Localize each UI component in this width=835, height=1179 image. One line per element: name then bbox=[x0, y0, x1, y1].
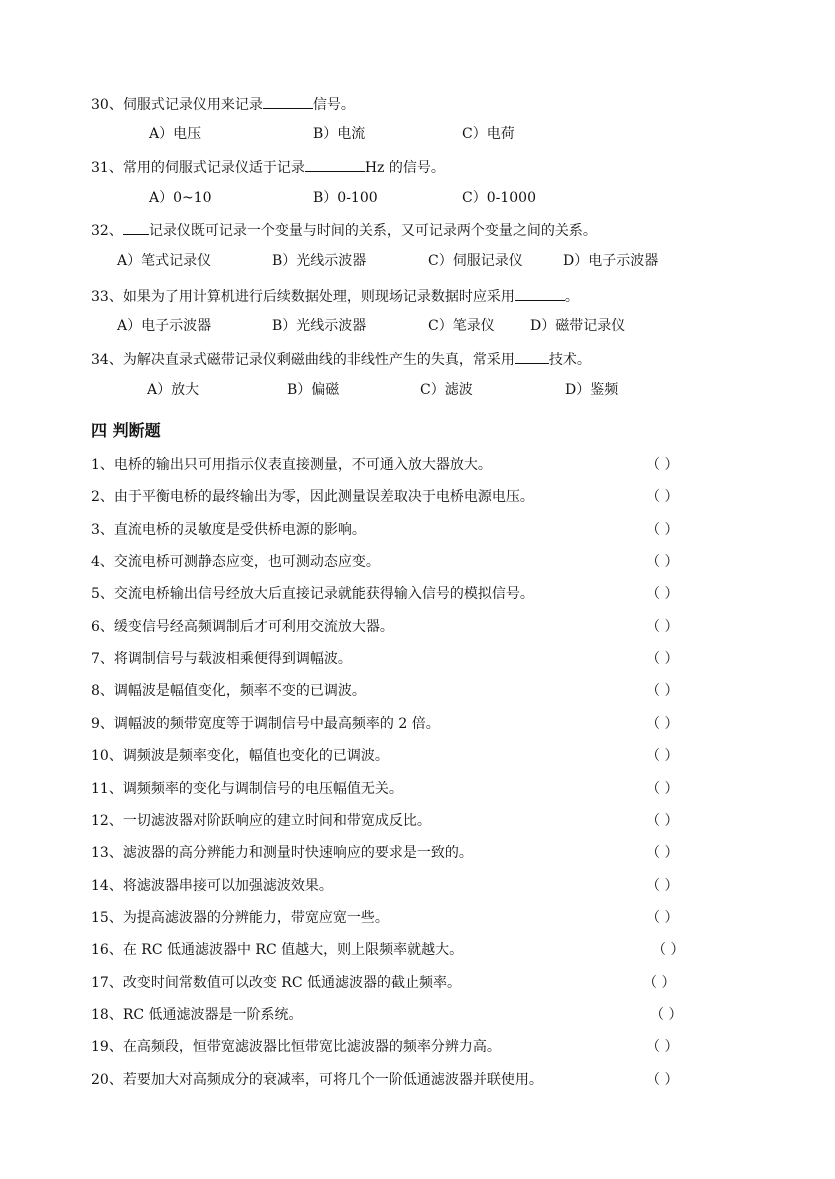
answer-parentheses: （ ） bbox=[646, 457, 679, 473]
question-number: 31、 bbox=[91, 160, 123, 176]
answer-blank bbox=[305, 156, 365, 172]
judge-item-7 bbox=[91, 649, 352, 669]
answer-parentheses: （ ） bbox=[646, 813, 679, 829]
item-text: 若要加大对高频成分的衰减率，可将几个一阶低通滤波器并联使用。 bbox=[122, 1072, 543, 1088]
item-text: 将滤波器串接可以加强滤波效果。 bbox=[122, 878, 333, 894]
item-text: 交流电桥可测静态应变，也可测动态应变。 bbox=[113, 554, 380, 570]
item-number: 3、 bbox=[91, 522, 114, 538]
item-text: 调频波是频率变化，幅值也变化的已调波。 bbox=[122, 748, 389, 764]
judge-item-8 bbox=[91, 681, 366, 701]
item-text: 改变时间常数值可以改变 RC 低通滤波器的截止频率。 bbox=[122, 975, 461, 991]
answer-parentheses: （ ） bbox=[646, 489, 679, 505]
item-number: 12、 bbox=[91, 813, 123, 829]
answer-parentheses: （ ） bbox=[646, 1072, 679, 1088]
question-34 bbox=[91, 348, 591, 370]
item-number: 8、 bbox=[91, 683, 114, 699]
section-title: 四 判断题 bbox=[91, 421, 161, 440]
answer-parentheses: （ ） bbox=[650, 1007, 683, 1023]
answer-parentheses: （ ） bbox=[646, 586, 679, 602]
item-number: 11、 bbox=[91, 781, 123, 797]
question-31 bbox=[91, 156, 445, 178]
judge-item-11 bbox=[91, 779, 403, 799]
answer-blank bbox=[123, 219, 149, 235]
question-text-end: 记录仪既可记录一个变量与时间的关系，又可记录两个变量之间的关系。 bbox=[148, 223, 597, 239]
judge-item-16 bbox=[91, 940, 463, 960]
answer-parentheses: （ ） bbox=[646, 619, 679, 635]
answer-parentheses: （ ） bbox=[646, 554, 679, 570]
answer-blank bbox=[515, 285, 565, 301]
answer-parentheses: （ ） bbox=[646, 716, 679, 732]
item-text: 电桥的输出只可用指示仪表直接测量，不可通入放大器放大。 bbox=[113, 457, 492, 473]
item-number: 15、 bbox=[91, 910, 123, 926]
judge-item-3 bbox=[91, 520, 366, 540]
option-b: B）0-100 bbox=[313, 190, 378, 206]
option-a: A）0~10 bbox=[149, 190, 212, 206]
item-number: 16、 bbox=[91, 942, 123, 958]
item-number: 19、 bbox=[91, 1039, 123, 1055]
question-text-end: 技术。 bbox=[548, 352, 591, 368]
option-c: C）伺服记录仪 bbox=[428, 253, 523, 269]
item-number: 1、 bbox=[91, 457, 114, 473]
question-number: 33、 bbox=[91, 289, 123, 305]
option-b: B）电流 bbox=[313, 126, 366, 142]
option-c: C）滤波 bbox=[420, 382, 473, 398]
item-text: 滤波器的高分辨能力和测量时快速响应的要求是一致的。 bbox=[122, 845, 473, 861]
question-text-end: Hz 的信号。 bbox=[364, 160, 445, 176]
answer-parentheses: （ ） bbox=[646, 1039, 679, 1055]
item-number: 6、 bbox=[91, 619, 114, 635]
option-c: C）电荷 bbox=[462, 126, 515, 142]
option-d: D）鉴频 bbox=[565, 382, 619, 398]
judge-item-19 bbox=[91, 1037, 501, 1057]
answer-parentheses: （ ） bbox=[646, 878, 679, 894]
item-number: 18、 bbox=[91, 1007, 123, 1023]
question-number: 34、 bbox=[91, 352, 123, 368]
judge-item-9 bbox=[91, 714, 440, 734]
item-number: 20、 bbox=[91, 1072, 123, 1088]
judge-item-20 bbox=[91, 1070, 543, 1090]
question-text-end: 信号。 bbox=[312, 97, 355, 113]
option-a: A）放大 bbox=[147, 382, 200, 398]
judge-item-10 bbox=[91, 746, 389, 766]
judge-item-5 bbox=[91, 584, 534, 604]
question-text: 伺服式记录仪用来记录 bbox=[122, 97, 263, 113]
answer-parentheses: （ ） bbox=[646, 845, 679, 861]
item-number: 9、 bbox=[91, 716, 114, 732]
answer-blank bbox=[263, 93, 313, 109]
item-number: 17、 bbox=[91, 975, 123, 991]
item-text: 为提高滤波器的分辨能力，带宽应宽一些。 bbox=[122, 910, 389, 926]
question-text: 如果为了用计算机进行后续数据处理，则现场记录数据时应采用 bbox=[122, 289, 515, 305]
judge-item-1 bbox=[91, 455, 492, 475]
answer-parentheses: （ ） bbox=[646, 781, 679, 797]
item-text: 交流电桥输出信号经放大后直接记录就能获得输入信号的模拟信号。 bbox=[113, 586, 534, 602]
judge-item-4 bbox=[91, 552, 380, 572]
item-number: 13、 bbox=[91, 845, 123, 861]
judge-item-2 bbox=[91, 487, 534, 507]
option-a: A）笔式记录仪 bbox=[117, 253, 212, 269]
answer-parentheses: （ ） bbox=[646, 748, 679, 764]
item-number: 2、 bbox=[91, 489, 114, 505]
item-text: 一切滤波器对阶跃响应的建立时间和带宽成反比。 bbox=[122, 813, 431, 829]
question-33 bbox=[91, 285, 579, 307]
option-d: D）磁带记录仪 bbox=[530, 318, 626, 334]
item-text: 调频频率的变化与调制信号的电压幅值无关。 bbox=[122, 781, 403, 797]
judge-item-17 bbox=[91, 973, 461, 993]
question-number: 32、 bbox=[91, 223, 123, 239]
option-a: A）电子示波器 bbox=[117, 318, 212, 334]
answer-blank bbox=[515, 348, 549, 364]
judge-item-12 bbox=[91, 811, 431, 831]
question-number: 30、 bbox=[91, 97, 123, 113]
judge-item-6 bbox=[91, 617, 394, 637]
judge-item-13 bbox=[91, 843, 473, 863]
item-text: 调幅波的频带宽度等于调制信号中最高频率的 2 倍。 bbox=[113, 716, 440, 732]
item-number: 4、 bbox=[91, 554, 114, 570]
judge-item-18 bbox=[91, 1005, 303, 1025]
item-text: 缓变信号经高频调制后才可利用交流放大器。 bbox=[113, 619, 394, 635]
option-c: C）0-1000 bbox=[462, 190, 536, 206]
question-text: 常用的伺服式记录仪适于记录 bbox=[122, 160, 305, 176]
option-b: B）偏磁 bbox=[287, 382, 340, 398]
question-30 bbox=[91, 93, 355, 115]
item-text: 在高频段，恒带宽滤波器比恒带宽比滤波器的频率分辨力高。 bbox=[122, 1039, 501, 1055]
item-text: 将调制信号与载波相乘便得到调幅波。 bbox=[113, 651, 352, 667]
item-text: RC 低通滤波器是一阶系统。 bbox=[122, 1007, 303, 1023]
option-c: C）笔录仪 bbox=[428, 318, 495, 334]
item-text: 由于平衡电桥的最终输出为零，因此测量误差取决于电桥电源电压。 bbox=[113, 489, 534, 505]
item-number: 5、 bbox=[91, 586, 114, 602]
answer-parentheses: （ ） bbox=[643, 975, 676, 991]
question-text-end: 。 bbox=[564, 289, 579, 305]
judge-item-14 bbox=[91, 876, 333, 896]
judge-item-15 bbox=[91, 908, 389, 928]
item-number: 7、 bbox=[91, 651, 114, 667]
answer-parentheses: （ ） bbox=[646, 910, 679, 926]
item-text: 直流电桥的灵敏度是受供桥电源的影响。 bbox=[113, 522, 366, 538]
item-text: 在 RC 低通滤波器中 RC 值越大，则上限频率就越大。 bbox=[122, 942, 464, 958]
option-b: B）光线示波器 bbox=[272, 318, 367, 334]
answer-parentheses: （ ） bbox=[646, 683, 679, 699]
option-b: B）光线示波器 bbox=[272, 253, 367, 269]
question-32 bbox=[91, 219, 597, 241]
option-a: A）电压 bbox=[149, 126, 202, 142]
answer-parentheses: （ ） bbox=[646, 522, 679, 538]
option-d: D）电子示波器 bbox=[563, 253, 659, 269]
answer-parentheses: （ ） bbox=[652, 942, 685, 958]
question-text: 为解决直录式磁带记录仪剩磁曲线的非线性产生的失真，常采用 bbox=[122, 352, 515, 368]
item-number: 10、 bbox=[91, 748, 123, 764]
answer-parentheses: （ ） bbox=[646, 651, 679, 667]
item-text: 调幅波是幅值变化，频率不变的已调波。 bbox=[113, 683, 366, 699]
item-number: 14、 bbox=[91, 878, 123, 894]
